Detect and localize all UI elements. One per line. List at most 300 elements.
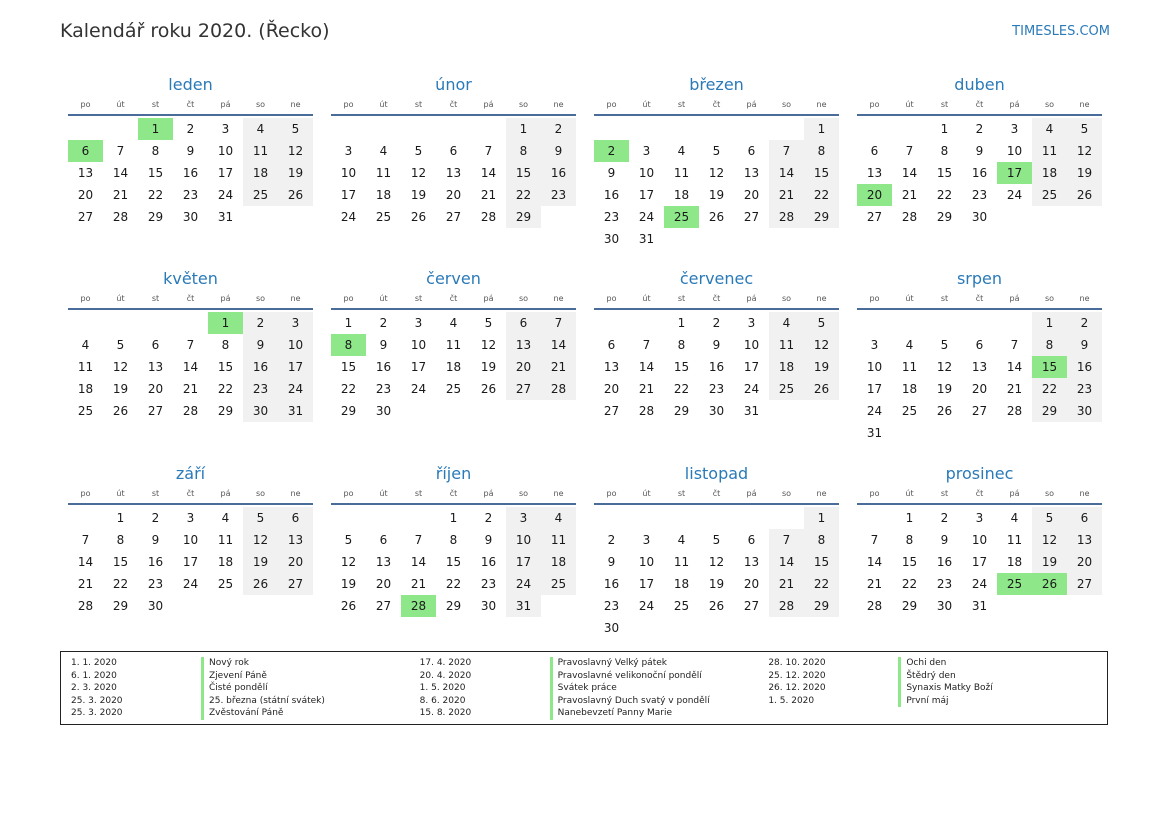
empty-cell: [68, 312, 103, 334]
holiday-row: [61, 695, 410, 708]
day-cell: 23: [541, 184, 576, 206]
day-cell: 21: [769, 573, 804, 595]
empty-cell: [769, 507, 804, 529]
weekday-label: pá: [483, 489, 494, 498]
day-grid: [594, 312, 839, 422]
weekday-label: čt: [712, 489, 721, 498]
holiday-date: 28. 10. 2020: [768, 658, 826, 668]
day-cell: 5: [414, 144, 423, 158]
holiday-name: Pravoslavný Duch svatý v pondělí: [550, 695, 710, 708]
weekday-label: ne: [290, 294, 301, 303]
day-cell: 18: [217, 555, 234, 569]
day-cell: 20: [147, 382, 164, 396]
day-cell: 24: [340, 210, 357, 224]
holiday-date: 25. 3. 2020: [71, 708, 123, 718]
holiday-row: [61, 657, 410, 670]
weekday-label: st: [414, 100, 423, 109]
day-cell: 14: [1006, 360, 1023, 374]
day-cell: 21: [866, 577, 883, 591]
day-cell: 20: [445, 188, 462, 202]
day-cell: 6: [449, 144, 458, 158]
day-cell: 28: [541, 378, 576, 400]
day-cell: 31: [638, 232, 655, 246]
day-cell: 12: [936, 360, 953, 374]
day-cell: 15: [217, 360, 234, 374]
empty-cell: [734, 507, 769, 529]
day-cell: 7: [1010, 338, 1019, 352]
day-cell: 30: [243, 400, 278, 422]
day-cell: 18: [1032, 162, 1067, 184]
day-cell: 22: [901, 577, 918, 591]
day-cell: 21: [182, 382, 199, 396]
day-cell: 8: [940, 144, 949, 158]
day-cell: 11: [541, 529, 576, 551]
day-cell: 16: [243, 356, 278, 378]
day-cell: 12: [1067, 140, 1102, 162]
day-cell: 22: [147, 188, 164, 202]
empty-cell: [629, 312, 664, 334]
weekday-label: so: [255, 489, 266, 498]
weekday-label: so: [781, 489, 792, 498]
month-calendar: [68, 70, 313, 264]
day-cell: 14: [638, 360, 655, 374]
empty-cell: [173, 312, 208, 334]
holiday-day-cell: 8: [331, 334, 366, 356]
month-calendar: [594, 264, 839, 459]
day-cell: 27: [1067, 573, 1102, 595]
day-cell: 25: [375, 210, 392, 224]
day-cell: 2: [712, 316, 721, 330]
day-cell: 26: [410, 210, 427, 224]
day-cell: 10: [217, 144, 234, 158]
weekday-label: pá: [220, 294, 231, 303]
holiday-row: [61, 707, 410, 720]
day-cell: 10: [340, 166, 357, 180]
day-cell: 27: [506, 378, 541, 400]
day-cell: 7: [186, 338, 195, 352]
day-cell: 28: [638, 404, 655, 418]
month-calendar: [331, 459, 576, 649]
day-cell: 11: [769, 334, 804, 356]
weekday-label: so: [255, 294, 266, 303]
day-cell: 12: [410, 166, 427, 180]
empty-cell: [331, 507, 366, 529]
month-calendar: [857, 459, 1102, 649]
day-cell: 1: [344, 316, 353, 330]
day-cell: 2: [186, 122, 195, 136]
day-cell: 11: [1032, 140, 1067, 162]
day-cell: 29: [673, 404, 690, 418]
day-cell: 10: [971, 533, 988, 547]
weekday-label: st: [151, 489, 160, 498]
day-cell: 13: [77, 166, 94, 180]
holiday-name: První máj: [898, 695, 948, 708]
day-cell: 28: [112, 210, 129, 224]
empty-cell: [138, 312, 173, 334]
weekday-label: po: [343, 100, 354, 109]
month-name: srpen: [956, 269, 1003, 288]
day-cell: 13: [866, 166, 883, 180]
day-cell: 15: [445, 555, 462, 569]
day-cell: 12: [243, 529, 278, 551]
day-cell: 19: [112, 382, 129, 396]
day-cell: 10: [638, 555, 655, 569]
weekday-label: st: [940, 294, 949, 303]
month-name: červenec: [679, 269, 754, 288]
day-cell: 9: [607, 555, 616, 569]
day-cell: 20: [603, 382, 620, 396]
day-cell: 18: [243, 162, 278, 184]
empty-cell: [699, 118, 734, 140]
weekday-label: čt: [449, 100, 458, 109]
day-cell: 11: [1006, 533, 1023, 547]
holiday-date: 25. 12. 2020: [768, 670, 826, 681]
holiday-name: Nanebevzetí Panny Marie: [550, 707, 672, 720]
holiday-row: [758, 695, 1107, 708]
holiday-date: 15. 8. 2020: [419, 708, 472, 718]
holiday-date: 20. 4. 2020: [419, 670, 472, 681]
day-cell: 27: [866, 210, 883, 224]
day-cell: 5: [484, 316, 493, 330]
day-grid: [857, 312, 1102, 444]
day-cell: 27: [743, 599, 760, 613]
holiday-row: [410, 682, 759, 695]
holiday-row: [410, 695, 759, 708]
holiday-date: 1. 1. 2020: [71, 658, 117, 668]
day-cell: 28: [769, 206, 804, 228]
day-cell: 4: [677, 144, 686, 158]
day-grid: [68, 312, 313, 422]
holiday-row: [410, 657, 759, 670]
weekday-label: pá: [1009, 294, 1020, 303]
day-cell: 9: [186, 144, 195, 158]
day-cell: 9: [484, 533, 493, 547]
day-cell: 8: [905, 533, 914, 547]
day-cell: 31: [971, 599, 988, 613]
empty-cell: [892, 118, 927, 140]
holiday-name: Ochi den: [898, 657, 946, 670]
day-cell: 7: [870, 533, 879, 547]
month-calendar: [331, 70, 576, 264]
day-cell: 6: [1067, 507, 1102, 529]
day-cell: 19: [936, 382, 953, 396]
day-cell: 18: [769, 356, 804, 378]
empty-cell: [471, 118, 506, 140]
day-cell: 27: [278, 573, 313, 595]
month-name: září: [175, 464, 206, 483]
day-cell: 25: [673, 599, 690, 613]
day-cell: 30: [708, 404, 725, 418]
day-cell: 31: [278, 400, 313, 422]
day-cell: 26: [708, 599, 725, 613]
day-cell: 10: [1006, 144, 1023, 158]
day-cell: 30: [971, 210, 988, 224]
weekday-header: [68, 292, 313, 310]
empty-cell: [997, 312, 1032, 334]
weekday-label: ne: [290, 100, 301, 109]
day-grid: [857, 118, 1102, 228]
day-cell: 15: [112, 555, 129, 569]
holiday-row: [758, 682, 1107, 695]
holiday-day-cell: 2: [594, 140, 629, 162]
holiday-day-cell: 1: [208, 312, 243, 334]
day-grid: [331, 118, 576, 228]
day-cell: 29: [445, 599, 462, 613]
holiday-column: [410, 657, 759, 724]
months-grid: [68, 70, 1102, 649]
holiday-row: [410, 670, 759, 683]
weekday-label: ne: [1079, 100, 1090, 109]
day-cell: 19: [708, 188, 725, 202]
holiday-name: Svátek práce: [550, 682, 617, 695]
month-calendar: [594, 459, 839, 649]
day-cell: 30: [603, 621, 620, 635]
weekday-label: pá: [1009, 489, 1020, 498]
day-cell: 1: [804, 507, 839, 529]
day-cell: 16: [708, 360, 725, 374]
day-cell: 27: [971, 404, 988, 418]
day-cell: 13: [971, 360, 988, 374]
holiday-day-cell: 25: [664, 206, 699, 228]
day-cell: 6: [747, 144, 756, 158]
day-cell: 16: [480, 555, 497, 569]
day-cell: 29: [147, 210, 164, 224]
day-cell: 28: [77, 599, 94, 613]
weekday-label: ne: [816, 100, 827, 109]
day-grid: [331, 507, 576, 617]
day-cell: 17: [638, 188, 655, 202]
day-cell: 3: [870, 338, 879, 352]
day-cell: 29: [1032, 400, 1067, 422]
day-cell: 21: [480, 188, 497, 202]
day-cell: 22: [673, 382, 690, 396]
day-cell: 22: [445, 577, 462, 591]
day-cell: 16: [936, 555, 953, 569]
day-cell: 3: [186, 511, 195, 525]
day-cell: 22: [804, 184, 839, 206]
day-cell: 6: [151, 338, 160, 352]
day-cell: 24: [182, 577, 199, 591]
day-cell: 28: [182, 404, 199, 418]
weekday-label: po: [869, 294, 880, 303]
day-cell: 24: [506, 573, 541, 595]
empty-cell: [366, 507, 401, 529]
day-cell: 4: [1010, 511, 1019, 525]
holiday-date: 8. 6. 2020: [419, 695, 466, 706]
day-cell: 17: [971, 555, 988, 569]
month-name: leden: [168, 75, 213, 94]
day-cell: 13: [445, 166, 462, 180]
day-cell: 30: [182, 210, 199, 224]
weekday-label: út: [379, 489, 388, 498]
day-cell: 6: [506, 312, 541, 334]
day-cell: 28: [901, 210, 918, 224]
day-cell: 13: [603, 360, 620, 374]
day-cell: 7: [905, 144, 914, 158]
day-cell: 18: [445, 360, 462, 374]
day-cell: 19: [804, 356, 839, 378]
day-cell: 10: [278, 334, 313, 356]
day-cell: 1: [804, 118, 839, 140]
day-cell: 17: [638, 577, 655, 591]
day-cell: 25: [243, 184, 278, 206]
day-cell: 31: [217, 210, 234, 224]
weekday-label: pá: [220, 100, 231, 109]
empty-cell: [436, 118, 471, 140]
day-cell: 15: [936, 166, 953, 180]
holiday-name: Zvěstování Páně: [201, 707, 283, 720]
day-cell: 5: [116, 338, 125, 352]
day-cell: 7: [414, 533, 423, 547]
day-cell: 22: [340, 382, 357, 396]
weekday-label: čt: [449, 489, 458, 498]
empty-cell: [401, 118, 436, 140]
day-cell: 29: [112, 599, 129, 613]
day-cell: 14: [541, 334, 576, 356]
day-cell: 26: [112, 404, 129, 418]
empty-cell: [629, 507, 664, 529]
day-cell: 25: [769, 378, 804, 400]
day-cell: 23: [708, 382, 725, 396]
day-cell: 11: [77, 360, 94, 374]
day-cell: 19: [1032, 551, 1067, 573]
day-cell: 29: [936, 210, 953, 224]
weekday-header: [68, 487, 313, 505]
holiday-name: Zjevení Páně: [201, 670, 267, 683]
day-cell: 1: [116, 511, 125, 525]
weekday-label: st: [414, 489, 423, 498]
empty-cell: [594, 507, 629, 529]
day-cell: 13: [743, 166, 760, 180]
day-cell: 1: [905, 511, 914, 525]
day-cell: 22: [804, 573, 839, 595]
day-cell: 9: [243, 334, 278, 356]
weekday-label: út: [379, 100, 388, 109]
holiday-row: [410, 707, 759, 720]
day-cell: 20: [278, 551, 313, 573]
day-cell: 12: [1032, 529, 1067, 551]
month-calendar: [331, 264, 576, 459]
day-cell: 25: [1032, 184, 1067, 206]
weekday-label: ne: [553, 294, 564, 303]
day-cell: 9: [1067, 334, 1102, 356]
day-cell: 24: [866, 404, 883, 418]
weekday-header: [331, 487, 576, 505]
holiday-date: 25. 3. 2020: [71, 695, 123, 706]
day-cell: 3: [414, 316, 423, 330]
weekday-label: pá: [746, 100, 757, 109]
site-link[interactable]: TIMESLES.COM: [1012, 24, 1110, 39]
empty-cell: [103, 312, 138, 334]
day-cell: 11: [673, 555, 690, 569]
month-calendar: [857, 264, 1102, 459]
day-cell: 6: [747, 533, 756, 547]
day-cell: 17: [217, 166, 234, 180]
day-cell: 31: [743, 404, 760, 418]
day-cell: 8: [506, 140, 541, 162]
weekday-label: st: [677, 294, 686, 303]
day-cell: 16: [182, 166, 199, 180]
day-cell: 7: [541, 312, 576, 334]
day-cell: 21: [541, 356, 576, 378]
day-cell: 5: [344, 533, 353, 547]
day-cell: 15: [506, 162, 541, 184]
month-name: únor: [435, 75, 472, 94]
weekday-label: so: [1044, 489, 1055, 498]
holiday-row: [61, 682, 410, 695]
empty-cell: [68, 507, 103, 529]
day-cell: 13: [506, 334, 541, 356]
month-calendar: [857, 70, 1102, 264]
weekday-label: pá: [220, 489, 231, 498]
holiday-date: 1. 5. 2020: [419, 683, 466, 693]
day-cell: 4: [81, 338, 90, 352]
day-cell: 4: [221, 511, 230, 525]
day-cell: 28: [1006, 404, 1023, 418]
day-cell: 15: [147, 166, 164, 180]
day-cell: 23: [182, 188, 199, 202]
day-cell: 12: [340, 555, 357, 569]
day-cell: 17: [743, 360, 760, 374]
day-cell: 23: [971, 188, 988, 202]
day-cell: 23: [147, 577, 164, 591]
weekday-label: pá: [1009, 100, 1020, 109]
day-cell: 10: [182, 533, 199, 547]
weekday-label: čt: [975, 489, 984, 498]
day-cell: 13: [743, 555, 760, 569]
day-cell: 21: [769, 184, 804, 206]
month-name: prosinec: [945, 464, 1014, 483]
day-cell: 21: [77, 577, 94, 591]
day-grid: [594, 507, 839, 639]
weekday-label: út: [905, 489, 914, 498]
day-cell: 26: [804, 378, 839, 400]
day-cell: 2: [975, 122, 984, 136]
day-cell: 13: [278, 529, 313, 551]
weekday-label: st: [414, 294, 423, 303]
holiday-date: 2. 3. 2020: [71, 683, 117, 693]
day-cell: 21: [901, 188, 918, 202]
day-cell: 3: [642, 144, 651, 158]
day-cell: 8: [804, 140, 839, 162]
day-cell: 5: [804, 312, 839, 334]
day-cell: 13: [147, 360, 164, 374]
weekday-label: út: [116, 100, 125, 109]
day-cell: 10: [506, 529, 541, 551]
empty-cell: [331, 118, 366, 140]
month-calendar: [68, 459, 313, 649]
holiday-column: [758, 657, 1107, 724]
day-cell: 16: [147, 555, 164, 569]
day-cell: 4: [1032, 118, 1067, 140]
page-title: Kalendář roku 2020. (Řecko): [60, 20, 330, 42]
day-cell: 5: [1032, 507, 1067, 529]
day-cell: 22: [506, 184, 541, 206]
day-cell: 4: [449, 316, 458, 330]
holiday-day-cell: 28: [401, 595, 436, 617]
day-cell: 11: [901, 360, 918, 374]
day-cell: 15: [804, 551, 839, 573]
day-cell: 11: [673, 166, 690, 180]
day-cell: 28: [769, 595, 804, 617]
weekday-header: [594, 292, 839, 310]
day-cell: 30: [1067, 400, 1102, 422]
day-cell: 20: [1067, 551, 1102, 573]
weekday-label: st: [940, 489, 949, 498]
day-cell: 23: [936, 577, 953, 591]
day-cell: 19: [410, 188, 427, 202]
day-cell: 23: [603, 210, 620, 224]
